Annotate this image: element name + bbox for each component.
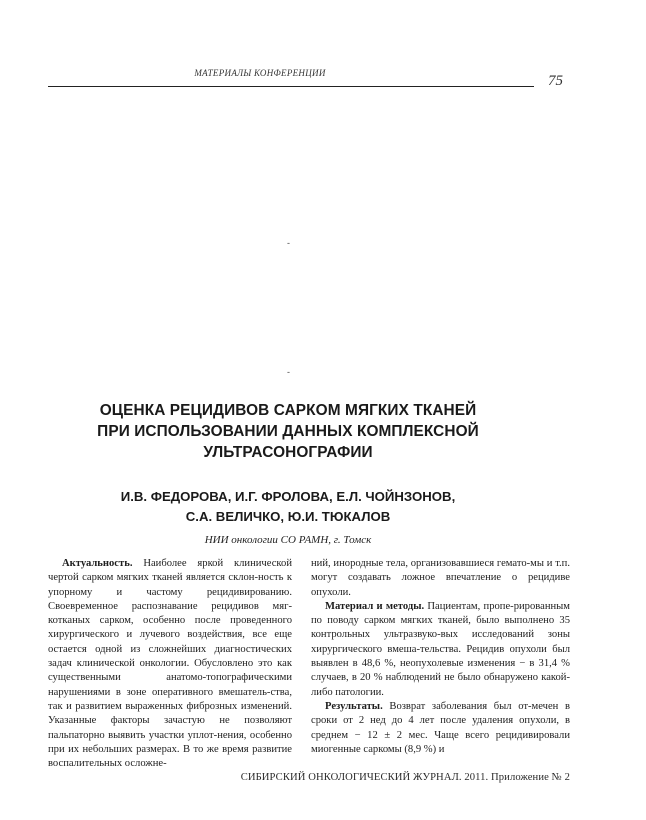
text-line: либо патологии. xyxy=(311,686,384,698)
paragraph-methods xyxy=(311,600,570,700)
text-line: %, неопухолевые изменения − в 31,4 % случаев, xyxy=(311,658,570,684)
authors-line: И.В. ФЕДОРОВА, И.Г. ФРОЛОВА, Е.Л. ЧОЙНЗОНОВ, xyxy=(120,489,456,504)
text-line: нарушениями в зоне оперативного вмешатель- xyxy=(48,686,271,698)
right-column xyxy=(311,557,570,757)
text-line: было выполнено 35 контрольных ультразвуко- xyxy=(311,615,570,641)
left-column xyxy=(48,557,292,771)
text-line: нения, особенно при их небольших размерах. В xyxy=(48,729,292,755)
text-line: рецидиве опухоли. xyxy=(311,572,570,598)
stray-mark: - xyxy=(287,238,290,248)
section-heading-results: Результаты. xyxy=(325,700,383,712)
text-line: как существенными анатомо-топографическими xyxy=(48,658,292,684)
text-line: задач клинической онкологии. Обусловлено это xyxy=(48,658,273,670)
title-line: ПРИ ИСПОЛЬЗОВАНИИ ДАННЫХ КОМПЛЕКСНОЙ xyxy=(97,423,479,440)
text-line: ность к упорному и частому рецидивированию. xyxy=(48,572,292,598)
page-number: 75 xyxy=(548,73,563,89)
journal-footer: СИБИРСКИЙ ОНКОЛОГИЧЕСКИЙ ЖУРНАЛ. 2011. Приложение № 2 xyxy=(240,772,570,783)
text-line: в 20 % наблюдений не было обнаружено какой- xyxy=(351,672,570,684)
text-line: рецидивировали миогенные саркомы (8,9 %) и xyxy=(311,729,570,755)
text-line: Пациентам, пропе- xyxy=(427,600,514,612)
stray-mark: - xyxy=(287,367,290,377)
text-line: позволяют пальпаторно выявить участки уплот- xyxy=(48,715,292,741)
text-line: опухоли, в среднем − 12 ± 2 мес. Чаще всего xyxy=(311,715,570,741)
article-title xyxy=(60,400,516,463)
text-line: ний, инородные тела, организовавшиеся гемато- xyxy=(311,558,531,569)
paragraph-results xyxy=(311,700,570,757)
section-heading-methods: Материал и методы. xyxy=(325,600,425,612)
running-title: МАТЕРИАЛЫ КОНФЕРЕНЦИИ xyxy=(194,68,326,78)
authors xyxy=(60,487,516,527)
title-line: ОЦЕНКА РЕЦИДИВОВ САРКОМ МЯГКИХ ТКАНЕЙ xyxy=(99,402,477,419)
title-line: УЛЬТРАСОНОГРАФИИ xyxy=(203,444,373,461)
paragraph-background xyxy=(48,557,292,771)
header-rule xyxy=(48,86,534,87)
authors-line: С.А. ВЕЛИЧКО, Ю.И. ТЮКАЛОВ xyxy=(185,509,391,524)
text-line: остается одной из сложнейших диагностических xyxy=(48,643,292,655)
text-line: ства, так и развитием выраженных фиброзных xyxy=(48,686,292,712)
text-line: хирургического и лучевого воздействия, все еще xyxy=(48,629,292,641)
section-heading-background: Актуальность. xyxy=(62,558,133,569)
text-line: то же время развитие воспалительных осложне- xyxy=(48,743,292,770)
text-line: рированным по поводу сарком мягких тканей, xyxy=(311,600,570,627)
text-line: чертой сарком мягких тканей является склон- xyxy=(48,572,259,584)
text-line: мечен в сроки от 2 нед до 4 лет после удаления xyxy=(311,700,570,727)
text-line: мы и т.п. могут создавать ложное впечатление о xyxy=(311,558,570,584)
text-line: Наиболее яркой клинической xyxy=(143,558,292,569)
text-line: вых исследований зоны хирургического вмеша- xyxy=(311,629,571,655)
text-line: котканых сарком, особенно после проведенного xyxy=(48,615,292,627)
text-line: изменений. Указанные факторы зачастую не xyxy=(48,700,292,727)
affiliation: НИИ онкологии СО РАМН, г. Томск xyxy=(204,534,372,546)
text-line: Возврат заболевания был от- xyxy=(389,700,532,712)
text-line: тельства. Рецидив опухоли был выявлен в 48,6 xyxy=(311,643,571,670)
paragraph-continued xyxy=(311,557,570,600)
text-line: Своевременное распознавание рецидивов мяг- xyxy=(48,600,292,612)
